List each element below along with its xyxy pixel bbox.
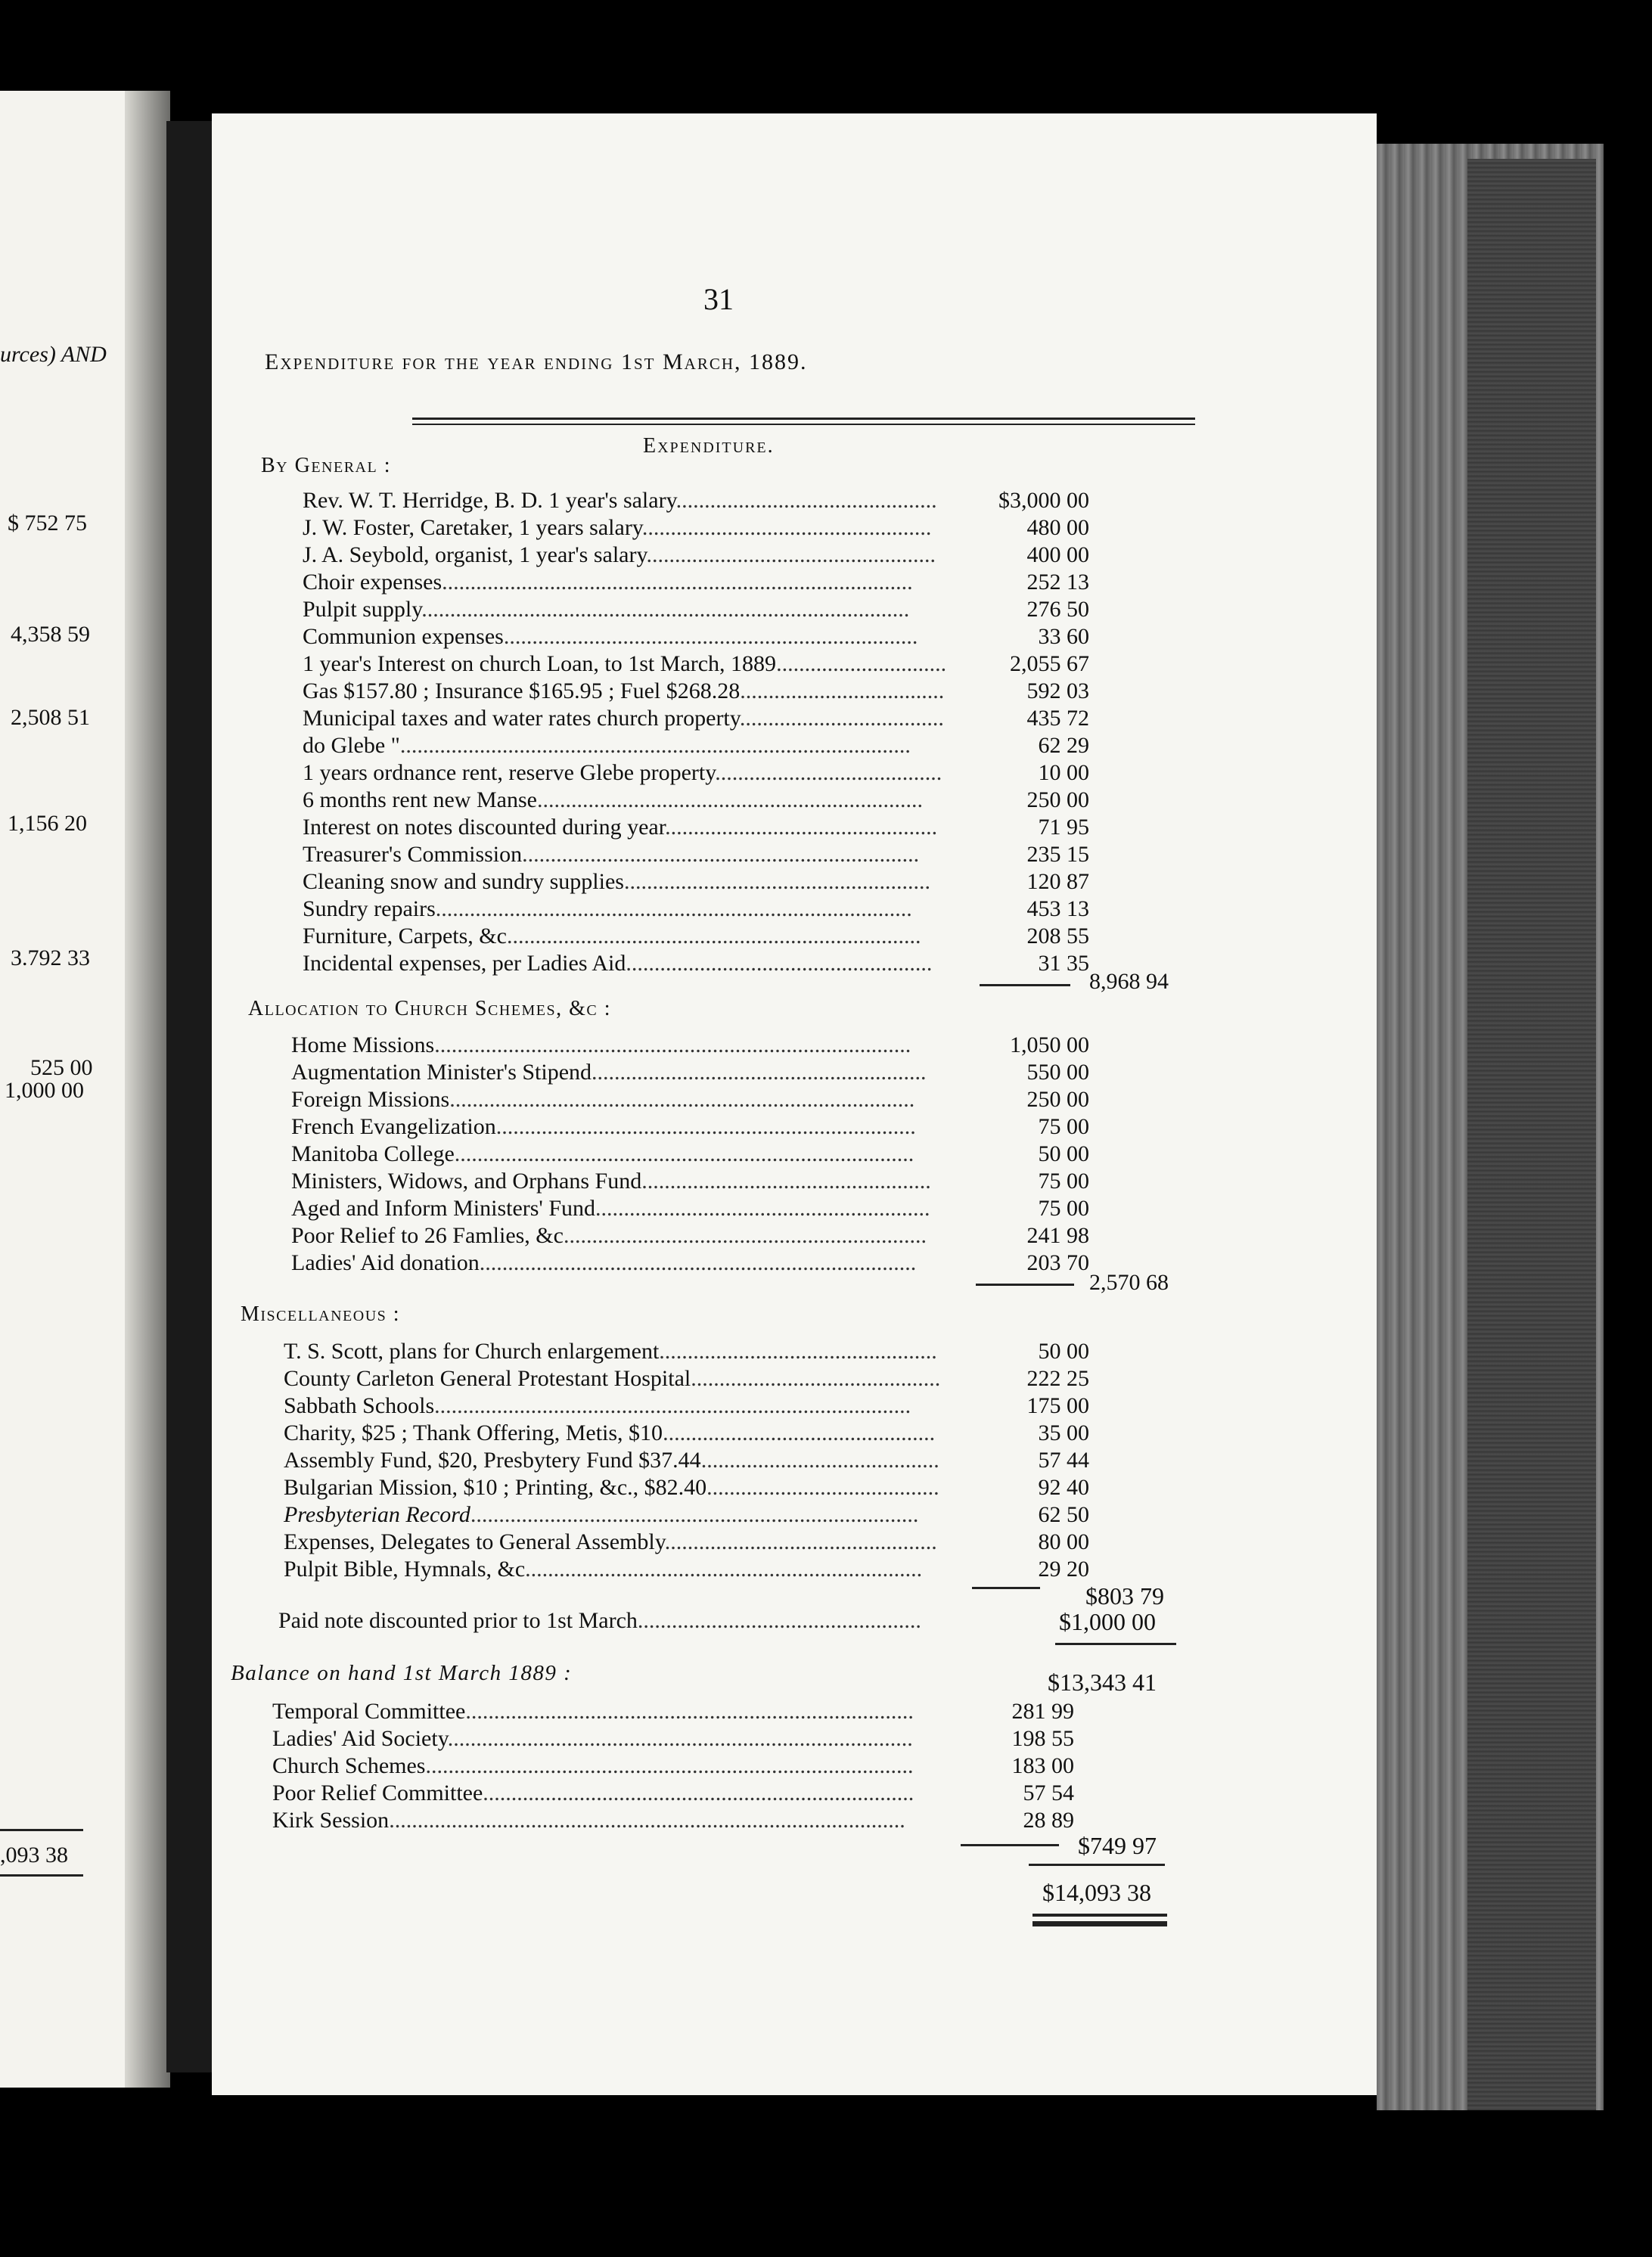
ledger-item-label xyxy=(284,1366,940,1392)
item-text: Bulgarian Mission, $10 ; Printing, &c., $82.40 xyxy=(284,1475,707,1500)
ledger-item-label xyxy=(291,1169,931,1194)
heading-rule xyxy=(412,418,1195,420)
item-text: Pulpit supply xyxy=(303,597,422,622)
ledger-item-amount: 29 20 xyxy=(1038,1557,1089,1582)
ledger-item-label xyxy=(284,1557,922,1582)
subtotal-rule xyxy=(1055,1643,1176,1645)
leader-dots: ................................................... xyxy=(641,1169,931,1194)
leader-dots: ............................................................................... xyxy=(465,1699,914,1724)
item-text: J. A. Seybold, organist, 1 year's salary xyxy=(303,542,647,567)
ledger-item-amount: 250 00 xyxy=(1026,787,1089,812)
leader-dots: .................................................................................... xyxy=(434,1393,911,1418)
leader-dots: ................................................... xyxy=(646,542,936,567)
item-text: do Glebe " xyxy=(303,733,400,758)
leader-dots: ............................................................................. xyxy=(479,1250,917,1275)
item-text: Poor Relief Committee xyxy=(272,1780,483,1805)
ledger-item-label xyxy=(291,1250,916,1276)
item-text: Communion expenses xyxy=(303,624,504,649)
total-dash xyxy=(980,984,1070,986)
ledger-item-amount: 28 89 xyxy=(1023,1808,1074,1833)
leader-dots: ......................................... xyxy=(706,1475,939,1500)
item-text: Ladies' Aid donation xyxy=(291,1250,480,1275)
section-title: Allocation to Church Schemes, &c : xyxy=(248,997,612,1020)
ledger-item-label xyxy=(291,1087,914,1113)
leader-dots: ...................................................... xyxy=(623,869,930,894)
ledger-item-amount: 71 95 xyxy=(1038,815,1089,840)
item-text: Home Missions xyxy=(291,1032,435,1057)
item-text: Paid note discounted prior to 1st March xyxy=(278,1608,638,1633)
ledger-item-amount: 435 72 xyxy=(1026,706,1089,731)
ledger-item-label xyxy=(303,869,930,895)
ledger-item-amount: 62 50 xyxy=(1038,1502,1089,1527)
ledger-item-label xyxy=(303,570,913,595)
ledger-item-label xyxy=(291,1060,927,1085)
item-text: Cleaning snow and sundry supplies xyxy=(303,869,624,894)
page-number: 31 xyxy=(703,282,734,316)
ledger-item-amount: 252 13 xyxy=(1026,570,1089,595)
ledger-item-label xyxy=(291,1032,911,1058)
item-text: Choir expenses xyxy=(303,570,442,595)
ledger-item-amount: 400 00 xyxy=(1026,542,1089,567)
leader-dots: .................................... xyxy=(740,678,945,703)
leader-dots: .............................. xyxy=(776,651,947,676)
item-text: Ladies' Aid Society xyxy=(272,1726,448,1751)
ledger-item-label xyxy=(272,1753,913,1779)
ledger-item-label xyxy=(284,1339,937,1364)
item-text: Aged and Inform Ministers' Fund xyxy=(291,1196,596,1221)
item-text: Gas $157.80 ; Insurance $165.95 ; Fuel $268.28 xyxy=(303,678,741,703)
ledger-item-label xyxy=(278,1608,921,1634)
ledger-item-label xyxy=(303,515,931,541)
ledger-item-amount: 57 44 xyxy=(1038,1448,1089,1473)
ledger-item-amount: 50 00 xyxy=(1038,1339,1089,1364)
leader-dots: ............................................................................... xyxy=(470,1502,919,1527)
total-dash xyxy=(976,1284,1074,1286)
left-page-header: urces) AND xyxy=(0,342,107,367)
item-text: Treasurer's Commission xyxy=(303,842,523,867)
ledger-item-label xyxy=(272,1726,913,1752)
item-text: 1 years ordnance rent, reserve Glebe property xyxy=(303,760,716,785)
ledger-item-label xyxy=(303,896,912,922)
left-amount: 1,000 00 xyxy=(5,1078,84,1103)
ledger-item-label xyxy=(284,1393,911,1419)
leader-dots: ......................................................................... xyxy=(506,924,921,948)
leader-dots: .................................... xyxy=(739,706,944,731)
item-text: Augmentation Minister's Stipend xyxy=(291,1060,592,1085)
page-edges-dark xyxy=(1467,159,1596,2110)
ledger-item-amount: 550 00 xyxy=(1026,1060,1089,1085)
ledger-item-label xyxy=(303,624,918,650)
section-total: 2,570 68 xyxy=(1089,1270,1169,1295)
ledger-item-amount: 175 00 xyxy=(1026,1393,1089,1418)
ledger-item-amount: 31 35 xyxy=(1038,951,1089,976)
ledger-item-label xyxy=(272,1808,905,1833)
item-text: Pulpit Bible, Hymnals, &c xyxy=(284,1557,526,1582)
ledger-item-amount: 235 15 xyxy=(1026,842,1089,867)
ledger-item-amount: $3,000 00 xyxy=(998,488,1089,513)
leader-dots: ................................................ xyxy=(663,1420,936,1445)
section-title: By General : xyxy=(261,454,391,477)
item-text: Interest on notes discounted during year xyxy=(303,815,666,840)
ledger-item-label xyxy=(291,1223,927,1249)
paid-note-amount: $1,000 00 xyxy=(1059,1608,1156,1635)
ledger-item-amount: 276 50 xyxy=(1026,597,1089,622)
heading-rule xyxy=(412,424,1195,425)
leader-dots: ...................................................................................... xyxy=(421,597,910,622)
ledger-item-amount: 241 98 xyxy=(1026,1223,1089,1248)
ledger-item-amount: 208 55 xyxy=(1026,924,1089,948)
ledger-item-amount: 75 00 xyxy=(1038,1169,1089,1194)
ledger-item-amount: 2,055 67 xyxy=(1010,651,1089,676)
leader-dots: ...................................................................... xyxy=(522,842,920,867)
page-heading: Expenditure for the year ending 1st March, 1889. xyxy=(265,349,808,374)
left-amount: 1,156 20 xyxy=(8,811,87,836)
ledger-item-label xyxy=(303,951,932,976)
ledger-item-amount: 75 00 xyxy=(1038,1196,1089,1221)
ledger-item-amount: 480 00 xyxy=(1026,515,1089,540)
leader-dots: ........................................ xyxy=(715,760,942,785)
ledger-item-label xyxy=(284,1448,939,1473)
item-text: Assembly Fund, $20, Presbytery Fund $37.44 xyxy=(284,1448,701,1473)
left-rule xyxy=(0,1874,83,1877)
left-amount: 3.792 33 xyxy=(11,945,90,970)
column-title: Expenditure. xyxy=(643,434,775,458)
ledger-item-label xyxy=(303,678,944,704)
left-rule xyxy=(0,1829,83,1831)
left-amount: 4,358 59 xyxy=(11,622,90,647)
ledger-item-label xyxy=(303,787,923,813)
ledger-item-label xyxy=(284,1502,918,1528)
ledger-item-label xyxy=(303,815,937,840)
grand-total: $14,093 38 xyxy=(1042,1879,1151,1906)
ledger-item-label xyxy=(284,1420,935,1446)
ledger-item-amount: 80 00 xyxy=(1038,1529,1089,1554)
ledger-item-amount: 92 40 xyxy=(1038,1475,1089,1500)
left-amount: 2,508 51 xyxy=(11,705,90,730)
ledger-item-amount: 120 87 xyxy=(1026,869,1089,894)
grand-total-rule xyxy=(1029,1864,1165,1866)
item-text: Poor Relief to 26 Famlies, &c xyxy=(291,1223,564,1248)
leader-dots: ................................................................ xyxy=(563,1223,927,1248)
item-text: Municipal taxes and water rates church property xyxy=(303,706,740,731)
leader-dots: ............................................ xyxy=(691,1366,941,1391)
item-text: J. W. Foster, Caretaker, 1 years salary xyxy=(303,515,642,540)
ledger-item-amount: 198 55 xyxy=(1011,1726,1074,1751)
ledger-item-amount: 35 00 xyxy=(1038,1420,1089,1445)
leader-dots: .................................................................................... xyxy=(435,896,912,921)
leader-dots: ........................................................... xyxy=(595,1196,930,1221)
ledger-item-label xyxy=(291,1114,916,1140)
leader-dots: .......................................................................... xyxy=(495,1114,916,1139)
ledger-item-label xyxy=(303,542,936,568)
subtotal: $13,343 41 xyxy=(1048,1669,1157,1696)
item-text: Church Schemes xyxy=(272,1753,426,1778)
leader-dots: .................................................. xyxy=(637,1608,921,1633)
ledger-item-amount: 183 00 xyxy=(1011,1753,1074,1778)
left-amount: $ 752 75 xyxy=(8,511,87,536)
leader-dots: ............................................................................ xyxy=(483,1780,914,1805)
balance-dash xyxy=(961,1844,1059,1846)
leader-dots: ...................................................................... xyxy=(525,1557,923,1582)
item-text: Expenses, Delegates to General Assembly xyxy=(284,1529,665,1554)
section-total: $803 79 xyxy=(1085,1582,1164,1610)
ledger-item-amount: 57 54 xyxy=(1023,1780,1074,1805)
ledger-item-label xyxy=(303,733,911,759)
ledger-item-amount: 222 25 xyxy=(1026,1366,1089,1391)
item-text: Charity, $25 ; Thank Offering, Metis, $10 xyxy=(284,1420,663,1445)
leader-dots: .................................................................... xyxy=(536,787,923,812)
item-text: Incidental expenses, per Ladies Aid xyxy=(303,951,626,976)
section-title: Miscellaneous : xyxy=(241,1302,401,1326)
leader-dots: ........................................................... xyxy=(592,1060,927,1085)
total-dash xyxy=(972,1587,1040,1589)
leader-dots: .......................................... xyxy=(700,1448,939,1473)
leader-dots: ................................................ xyxy=(664,1529,937,1554)
grand-total-double-rule xyxy=(1032,1921,1167,1926)
ledger-item-label xyxy=(272,1699,914,1725)
balance-title: Balance on hand 1st March 1889 : xyxy=(231,1661,573,1685)
item-text: Kirk Session xyxy=(272,1808,390,1833)
item-text: 6 months rent new Manse xyxy=(303,787,537,812)
item-text: Sabbath Schools xyxy=(284,1393,435,1418)
ledger-item-amount: 75 00 xyxy=(1038,1114,1089,1139)
leader-dots: ......................................................................... xyxy=(503,624,918,649)
section-total: 8,968 94 xyxy=(1089,969,1169,994)
item-text: T. S. Scott, plans for Church enlargement xyxy=(284,1339,660,1364)
leader-dots: .................................................................................. xyxy=(449,1087,915,1112)
item-text: Foreign Missions xyxy=(291,1087,450,1112)
leader-dots: ...................................................... xyxy=(626,951,933,976)
leader-dots: .................................................................................... xyxy=(434,1032,911,1057)
item-text: Ministers, Widows, and Orphans Fund xyxy=(291,1169,642,1194)
ledger-item-label xyxy=(284,1529,937,1555)
ledger-item-amount: 250 00 xyxy=(1026,1087,1089,1112)
ledger-item-label xyxy=(303,760,942,786)
ledger-item-amount: 1,050 00 xyxy=(1010,1032,1089,1057)
book-gutter xyxy=(166,121,212,2072)
ledger-item-amount: 10 00 xyxy=(1038,760,1089,785)
leader-dots: .............................................. xyxy=(675,488,937,513)
ledger-item-label xyxy=(291,1141,914,1167)
ledger-item-amount: 281 99 xyxy=(1011,1699,1074,1724)
ledger-item-label xyxy=(303,651,946,677)
item-text: Rev. W. T. Herridge, B. D. 1 year's salary xyxy=(303,488,676,513)
item-text: County Carleton General Protestant Hospital xyxy=(284,1366,691,1391)
item-text: Furniture, Carpets, &c xyxy=(303,924,507,948)
ledger-item-amount: 203 70 xyxy=(1026,1250,1089,1275)
leader-dots: ................................................................................. xyxy=(454,1141,914,1166)
item-text: Sundry repairs xyxy=(303,896,436,921)
leader-dots: ................................................... xyxy=(641,515,932,540)
ledger-item-label xyxy=(272,1780,914,1806)
ledger-item-amount: 50 00 xyxy=(1038,1141,1089,1166)
item-text: Temporal Committee xyxy=(272,1699,466,1724)
left-amount: 525 00 xyxy=(30,1055,93,1080)
ledger-item-amount: 62 29 xyxy=(1038,733,1089,758)
ledger-item-amount: 33 60 xyxy=(1038,624,1089,649)
ledger-item-amount: 453 13 xyxy=(1026,896,1089,921)
grand-total-double-rule xyxy=(1032,1914,1167,1917)
leader-dots: .................................................................................. xyxy=(447,1726,913,1751)
ledger-item-label xyxy=(303,597,909,622)
leader-dots: ........................................................................................... xyxy=(389,1808,905,1833)
ledger-item-label xyxy=(303,706,944,731)
item-text: 1 year's Interest on church Loan, to 1st March, 1889 xyxy=(303,651,777,676)
balance-total: $749 97 xyxy=(1078,1832,1157,1859)
ledger-item-amount: 592 03 xyxy=(1026,678,1089,703)
ledger-item-label xyxy=(303,924,921,949)
leader-dots: ................................................ xyxy=(665,815,938,840)
ledger-item-label xyxy=(284,1475,939,1501)
leader-dots: ................................................................................... xyxy=(442,570,913,595)
item-text: Presbyterian Record xyxy=(284,1502,470,1527)
left-amount: ,093 38 xyxy=(0,1843,68,1867)
leader-dots: .......................................................................................... xyxy=(399,733,911,758)
ledger-item-label xyxy=(291,1196,930,1222)
ledger-item-label xyxy=(303,488,937,514)
leader-dots: ...................................................................................... xyxy=(425,1753,914,1778)
leader-dots: ................................................. xyxy=(659,1339,937,1364)
item-text: Manitoba College xyxy=(291,1141,455,1166)
item-text: French Evangelization xyxy=(291,1114,496,1139)
ledger-item-label xyxy=(303,842,919,868)
left-page-shadow xyxy=(125,91,170,2088)
